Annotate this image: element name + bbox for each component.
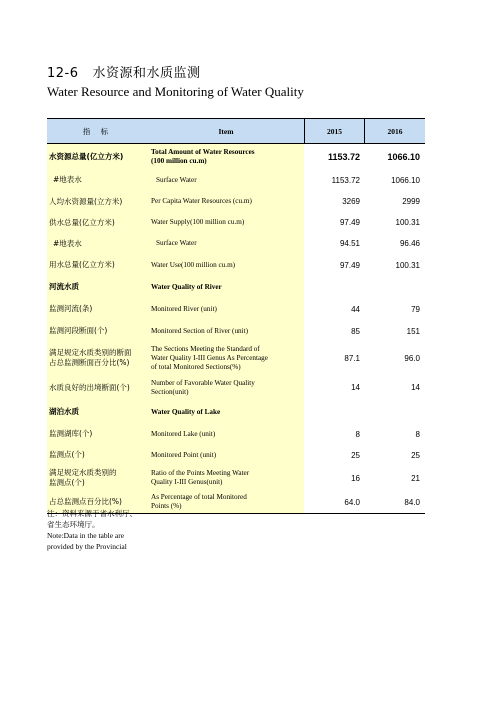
row-value-2015: 1153.72 [327,151,360,162]
row-label-en: Monitored Lake (unit) [151,429,216,438]
row-value-2015: 44 [351,304,360,314]
data-table [47,118,425,514]
header-item-en: Item [218,126,234,136]
row-label-en: Water Quality of Lake [151,407,221,416]
row-value-2016: 96.0 [404,353,420,363]
row-value-2016: 25 [411,450,420,460]
row-value-2015: 94.51 [339,239,360,248]
row-label-en: Monitored Section of River (unit) [151,326,249,335]
table-header [47,118,425,144]
table-row [47,320,425,342]
row-value-2015: 8 [355,429,360,439]
table-row [47,191,425,212]
row-label-cn: 湖泊水质 [49,407,79,416]
note-en: Note:Data in the table are provided by the Provincial [47,531,127,551]
table-row [47,374,425,401]
row-label-en: Total Amount of Water Resources (100 million cu.m) [151,147,255,165]
row-value-2016: 100.31 [395,260,420,270]
row-label-en: Surface Water [156,175,197,184]
row-value-2016: 84.0 [404,497,420,507]
table-row [47,298,425,320]
row-label-en: The Sections Meeting the Standard of Water Quality I-III Genus As Percentage of total Monitored Sections(%) [151,344,268,371]
row-label-en: Water Quality of River [151,282,222,291]
table-row [47,445,425,465]
page-title-cn [47,62,201,81]
table-row [47,212,425,233]
header-year-2016: 2016 [364,119,425,143]
row-value-2015: 1153.72 [331,175,360,185]
row-label-en: Surface Water [156,239,197,247]
row-label-cn: #地表水 [53,238,82,248]
row-label-en: Monitored River (unit) [151,304,217,313]
row-label-cn: 河流水质 [49,282,79,291]
title-cn-text: 水资源和水质监测 [92,66,201,81]
row-label-cn: 监测河段断面(个) [49,326,108,335]
row-label-en: Ratio of the Points Meeting Water Quality I-III Genus(unit) [151,469,250,486]
row-label-cn: 满足规定水质类别的 监测点(个) [49,468,117,487]
table-row [47,254,425,276]
row-value-2016: 8 [415,429,420,439]
row-label-cn: #地表水 [53,175,82,184]
table-row [47,233,425,254]
row-label-cn: 监测湖库(个) [49,429,93,438]
row-label-en: Per Capita Water Resources (cu.m) [151,197,252,205]
row-value-2015: 97.49 [339,218,360,227]
row-value-2015: 25 [351,450,360,460]
row-label-cn: 监测点(个) [49,450,85,459]
table-row [47,144,425,169]
table-number: 12-6 [47,66,79,81]
row-label-en: Water Use(100 million cu.m) [151,260,236,269]
row-label-en: Monitored Point (unit) [151,450,217,459]
row-value-2015: 64.0 [344,497,360,507]
note-cn: 注：资料来源于省水利厅、 省生态环境厅。 [47,509,137,529]
row-label-cn: 占总监测点百分比(%) [49,497,122,506]
table-row [47,342,425,374]
table-row [47,401,425,423]
header-year-2015: 2015 [304,119,364,143]
row-value-2015: 85 [351,326,360,336]
table-body [47,144,425,513]
row-label-cn: 人均水资源量(立方米) [49,196,123,206]
row-label-cn: 满足规定水质类别的断面 占总监测断面百分比(%) [49,348,132,367]
row-value-2015: 87.1 [344,353,360,363]
table-row [47,169,425,191]
row-label-cn: 用水总量(亿立方米) [49,260,115,269]
header-indicator-cn: 指 标 [82,126,113,136]
page-title-en: Water Resource and Monitoring of Water Quality [47,84,304,99]
table-row [47,423,425,445]
table-row [47,276,425,298]
row-label-en: Water Supply(100 million cu.m) [151,218,245,226]
row-value-2015: 3269 [342,197,360,206]
row-label-cn: 水资源总量(亿立方米) [49,151,124,161]
table-note [47,508,187,552]
row-value-2016: 2999 [402,197,420,206]
row-label-cn: 供水总量(亿立方米) [49,217,115,227]
row-value-2016: 21 [411,473,420,483]
row-value-2016: 1066.10 [387,151,420,162]
row-value-2016: 100.31 [395,218,420,227]
row-label-cn: 监测河流(条) [49,304,93,313]
row-label-cn: 水质良好的出境断面(个) [49,382,130,392]
row-value-2016: 1066.10 [391,175,420,185]
row-value-2015: 16 [351,473,360,483]
row-value-2016: 96.46 [399,239,420,248]
row-value-2016: 14 [411,383,420,392]
row-value-2016: 79 [411,304,420,314]
row-label-en: Number of Favorable Water Quality Section(unit) [151,378,255,396]
table-row [47,465,425,491]
row-value-2015: 97.49 [339,260,360,270]
row-value-2015: 14 [351,383,360,392]
row-label-en: As Percentage of total Monitored Points (%) [151,493,247,510]
row-value-2016: 151 [406,326,420,336]
